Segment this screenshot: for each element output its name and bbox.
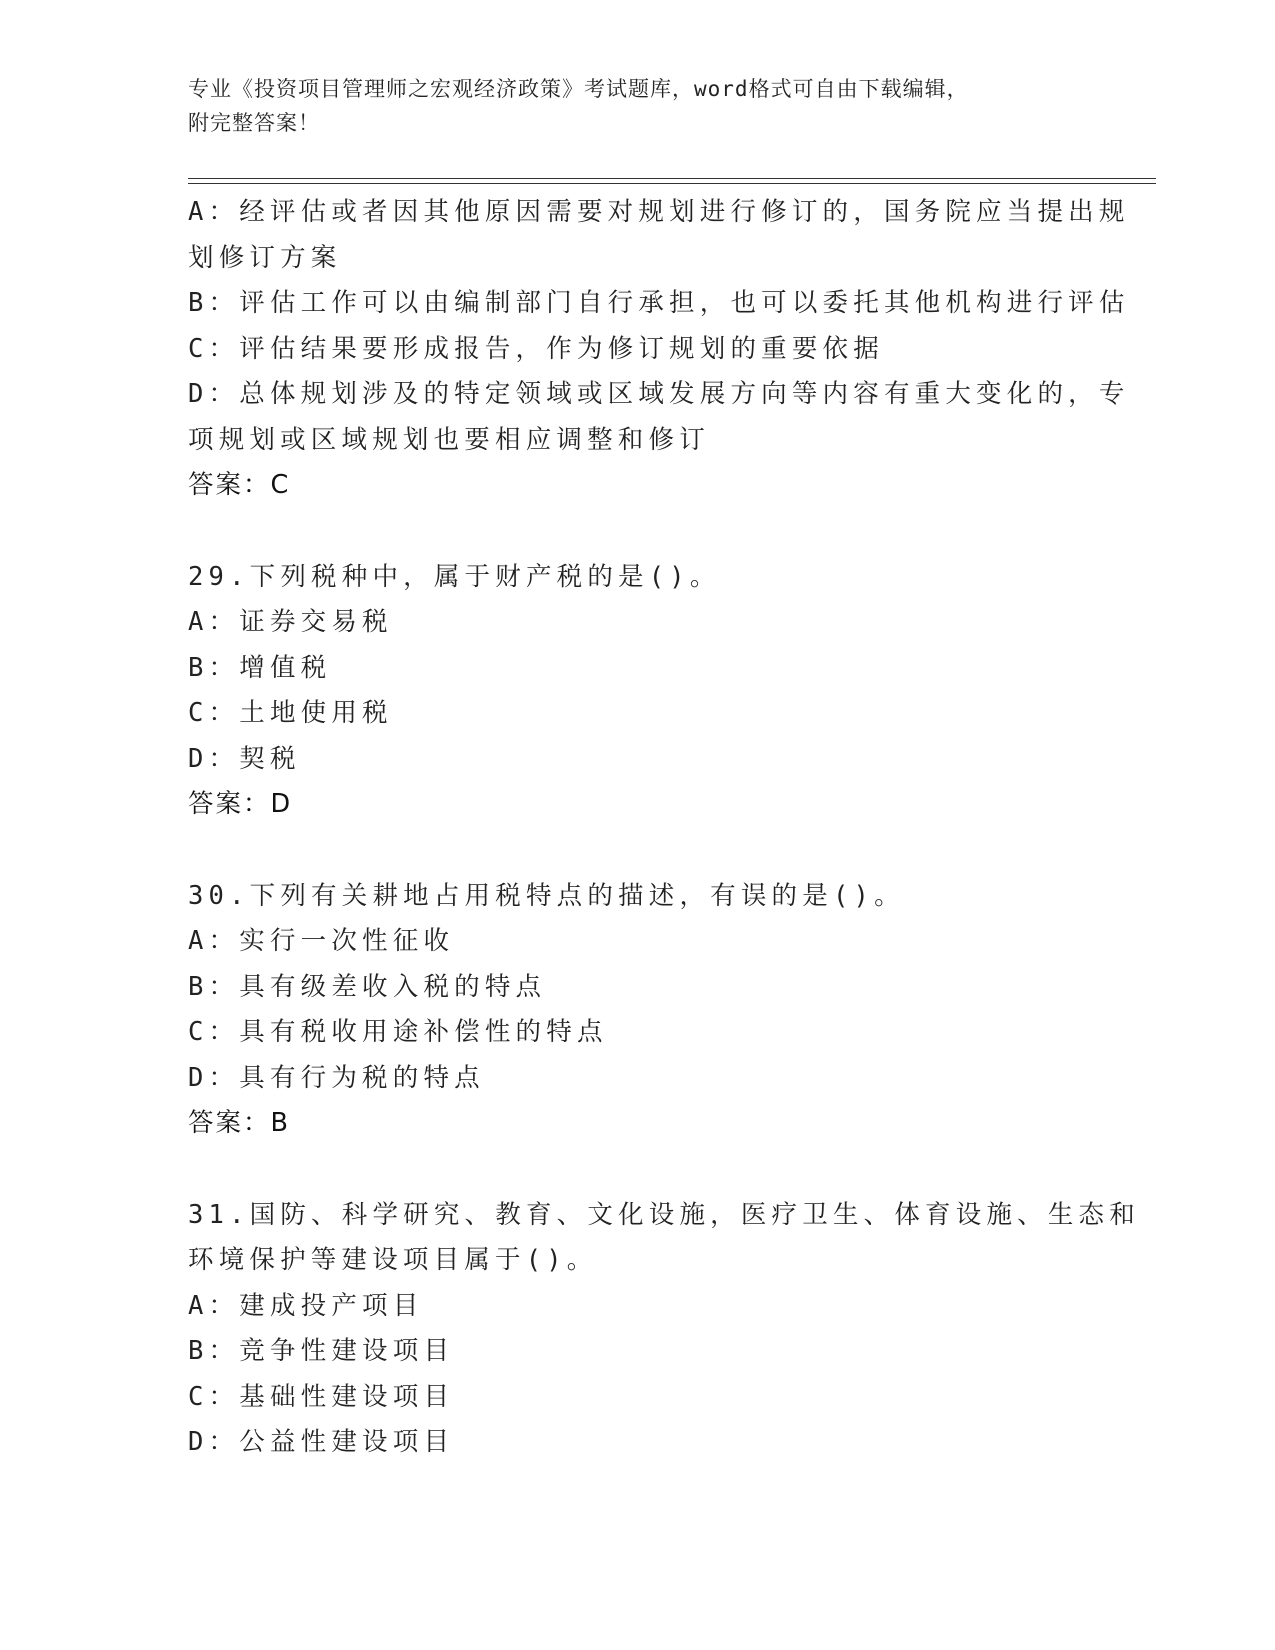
answer: 答案：B xyxy=(188,1108,290,1138)
option-b: B：增值税 xyxy=(188,652,332,683)
spacer xyxy=(188,509,1068,555)
option-b: B：竞争性建设项目 xyxy=(188,1336,455,1366)
spacer xyxy=(188,828,1068,874)
option-d: D：具有行为税的特点 xyxy=(188,1062,485,1093)
spacer xyxy=(188,1147,1068,1193)
option-d-line-2: 项规划或区域规划也要相应调整和修订 xyxy=(188,424,710,455)
document-header xyxy=(188,72,1088,140)
option-d: D：契税 xyxy=(188,743,301,774)
option-a: A：建成投产项目 xyxy=(188,1290,424,1321)
option-b: B：具有级差收入税的特点 xyxy=(188,971,547,1002)
question-28 xyxy=(188,190,1130,509)
option-c: C：具有税收用途补偿性的特点 xyxy=(188,1017,608,1047)
option-c: C：土地使用税 xyxy=(188,698,393,728)
header-line-2: 附完整答案！ xyxy=(188,111,320,135)
question-text: 30.下列有关耕地占用税特点的描述，有误的是()。 xyxy=(188,880,905,911)
option-a-line-1: A：经评估或者因其他原因需要对规划进行修订的，国务院应当提出规 xyxy=(188,197,1130,227)
header-divider-bottom xyxy=(188,183,1156,184)
question-list xyxy=(188,190,1140,1466)
question-31 xyxy=(188,1193,1140,1466)
option-d: D：公益性建设项目 xyxy=(188,1427,455,1457)
option-c: C：评估结果要形成报告，作为修订规划的重要依据 xyxy=(188,333,884,364)
question-29 xyxy=(188,555,1068,828)
header-divider-top xyxy=(188,178,1156,179)
question-text-line-1: 31.国防、科学研究、教育、文化设施，医疗卫生、体育设施、生态和 xyxy=(188,1199,1140,1230)
option-c: C：基础性建设项目 xyxy=(188,1381,455,1412)
option-a: A：证券交易税 xyxy=(188,607,393,637)
header-line-1: 专业《投资项目管理师之宏观经济政策》考试题库，word格式可自由下载编辑， xyxy=(188,77,969,101)
answer: 答案：D xyxy=(188,789,293,819)
answer: 答案：C xyxy=(188,470,291,500)
option-b: B：评估工作可以由编制部门自行承担，也可以委托其他机构进行评估 xyxy=(188,288,1130,318)
option-a-line-2: 划修订方案 xyxy=(188,242,342,273)
question-text: 29.下列税种中，属于财产税的是()。 xyxy=(188,561,721,592)
option-d-line-1: D：总体规划涉及的特定领域或区域发展方向等内容有重大变化的，专 xyxy=(188,379,1130,409)
option-a: A：实行一次性征收 xyxy=(188,926,455,956)
question-text-line-2: 环境保护等建设项目属于()。 xyxy=(188,1245,598,1275)
question-30 xyxy=(188,874,1068,1147)
